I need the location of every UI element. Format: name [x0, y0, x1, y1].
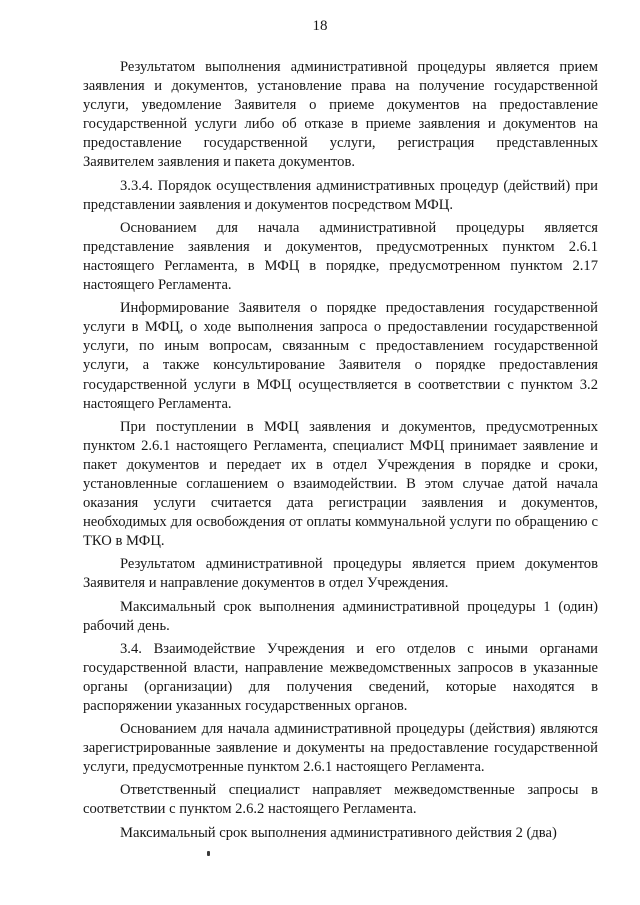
paragraph-mfc-basis: Основанием для начала административной процедуры является представление заявления и документов, предусмотренных пунктом 2.6.1 настоящего Регламента, в МФЦ в порядке, предусмотренном пунктом 2.17 настоящего Регламента.	[83, 219, 598, 294]
page-number: 18	[312, 18, 328, 34]
paragraph-mfc-deadline: Максимальный срок выполнения административной процедуры 1 (один) рабочий день.	[83, 598, 598, 634]
paragraph-action-deadline: Максимальный срок выполнения административного действия 2 (два)	[120, 824, 557, 841]
paragraph-section-3-3-4: 3.3.4. Порядок осуществления административных процедур (действий) при представлении заявления и документов посредством МФЦ.	[83, 177, 598, 213]
paragraph-interagency-requests: Ответственный специалист направляет межведомственные запросы в соответствии с пунктом 2.6.2 настоящего Регламента.	[83, 782, 598, 818]
document-body	[83, 58, 598, 847]
paragraph-mfc-result: Результатом административной процедуры является прием документов Заявителя и направление документов в отдел Учреждения.	[83, 556, 598, 592]
paragraph-mfc-receipt: При поступлении в МФЦ заявления и документов, предусмотренных пунктом 2.6.1 настоящего Регламента, специалист МФЦ принимает заявление и пакет документов и передает их в отдел Учреждения в порядке и сроки, установленные соглашением о взаимодействии. В этом случае датой начала оказания услуги считается дата регистрации заявления и документов, необходимых для освобождения от оплаты коммунальной услуги по обращению с ТКО в МФЦ.	[83, 418, 598, 550]
paragraph-result-acceptance: Результатом выполнения административной процедуры является прием заявления и документов, установление права на получение государственной услуги, уведомление Заявителя о приеме документов на предоставление государственной услуги либо об отказе в приеме заявления и документов на предоставление государственной услуги, регистрация представленных Заявителем заявления и пакета документов.	[83, 59, 598, 171]
paragraph-section-3-4: 3.4. Взаимодействие Учреждения и его отделов с иными органами государственной власти, направление межведомственных запросов в указанные органы (организации) для получения сведений, которые находятся в распоряжении указанных государственных органов.	[83, 640, 598, 714]
paragraph-interaction-basis: Основанием для начала административной процедуры (действия) являются зарегистрированные заявление и документы на предоставление государственной услуги, предусмотренные пунктом 2.6.1 настоящего Регламента.	[83, 721, 598, 776]
paragraph-mfc-informing: Информирование Заявителя о порядке предоставления государственной услуги в МФЦ, о ходе выполнения запроса о предоставлении государственной услуги, по иным вопросам, связанным с предоставлением государственной услуги, а также консультирование Заявителя о порядке предоставления государственной услуги в МФЦ осуществляется в соответствии с пунктом 3.2 настоящего Регламента.	[83, 300, 598, 412]
scan-speck	[207, 851, 210, 856]
